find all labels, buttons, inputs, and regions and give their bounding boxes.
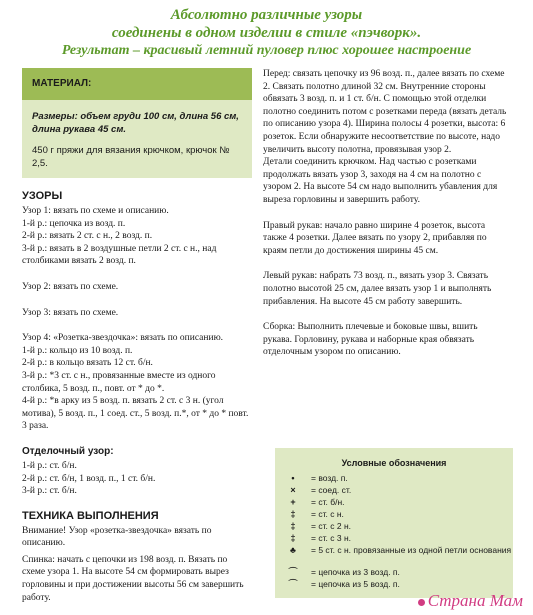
right-column: [263, 68, 508, 359]
right-sleeve-instructions: Правый рукав: начало равно ширине 4 розеток, высота также 4 розетки. Далее вязать по узору 2, прибавляя по краям петли до достижения ширины 45 см.: [263, 220, 487, 256]
front-instructions: Перед: связать цепочку из 96 возд. п., далее вязать по схеме 2. Связать полотно длиной 32 см. Внутренние стороны обвязать 3 возд. п. и 1 ст. б/н. С помощью этой отделки полотно соединить потом с розетками переда (вязать деталь по описанию узора 4). Ширина полосы 4 розетки, высота: 6 розеток. Если обнаружите несоответствие по высоте, надо увеличить высоту полотна, провязывая узор 2.: [263, 69, 507, 155]
pattern-4: Узор 4: «Розетка-звездочка»: вязать по описанию.: [22, 333, 224, 344]
chain-arc-3-icon: ⌒: [288, 567, 298, 577]
symbol-legend: [275, 448, 513, 598]
finishing-row-1: 1-й р.: ст. б/н.: [22, 460, 77, 471]
finishing-row-2: 2-й р.: ст. б/н, 1 возд. п., 1 ст. б/н.: [22, 473, 156, 484]
header-line-3: Результат – красивый летний пуловер плюс хорошее настроение: [61, 43, 472, 58]
pattern-1-row-2: 2-й р.: вязать 2 ст. с н., 2 возд. п.: [22, 231, 153, 242]
left-sleeve-instructions: Левый рукав: набрать 73 возд. п., вязать узор 3. Связать полотно высотой 25 см, далее вязать узор 1 и выполнять прибавления. На высоте 45 см работу завершить.: [263, 271, 492, 307]
legend-item: ⌒ = цепочка из 5 возд. п.: [275, 578, 513, 590]
pattern-4-row-1: 1-й р.: кольцо из 10 возд. п.: [22, 345, 133, 356]
legend-item: ‡ = ст. с 2 н.: [275, 520, 513, 532]
slip-stitch-icon: ×: [290, 485, 296, 495]
material-yarn: 450 г пряжи для вязания крючком, крючок № 2,5.: [32, 145, 230, 169]
chain-arc-5-icon: ⌒: [288, 579, 298, 589]
details-instructions: Детали соединить крючком. Над частью с розетками продолжать вязать узор 3, заходя на 4 см на полотно с узором 2. На высоте 54 см надо выполнить убавления для выреза горловины и завершить работу.: [263, 157, 498, 205]
finishing-title: Отделочный узор:: [22, 445, 114, 457]
pattern-1-row-3: 3-й р.: вязать в 2 воздушные петли 2 ст. с н., над столбиками вязать 2 возд. п.: [22, 243, 217, 267]
assembly-instructions: Сборка: Выполнить плечевые и боковые швы, вшить рукава. Горловину, рукава и наборные края обвязать отделочным узором по описанию.: [263, 322, 478, 358]
header-line-1: Абсолютно различные узоры: [170, 7, 363, 23]
legend-item: ⌒ = цепочка из 3 возд. п.: [275, 566, 513, 578]
pattern-4-row-4: 4-й р.: *в арку из 5 возд. п. вязать 2 ст. с 3 н. (угол мотива), 5 возд. п., 1 соед. ст., 5 возд. п.*, от * до * повт. 3 раза.: [22, 396, 249, 432]
pattern-4-row-3: 3-й р.: *3 ст. с н., провязанные вместе из одного столбика, 5 возд. п., повт. от * до *.: [22, 370, 216, 394]
site-watermark: Страна Мам: [418, 591, 523, 611]
watermark-dot-icon: [418, 599, 425, 606]
legend-item: × = соед. ст.: [275, 484, 513, 496]
material-box: [22, 68, 252, 178]
double-treble-icon: ‡: [290, 533, 296, 543]
pattern-4-row-2: 2-й р.: в кольцо вязать 12 ст. б/н.: [22, 358, 153, 369]
legend-item: • = возд. п.: [275, 472, 513, 484]
material-title: МАТЕРИАЛ:: [22, 68, 252, 100]
technique-back: Спинка: начать с цепочки из 198 возд. п. Вязать по схеме узора 1. На высоте 54 см формировать вырез горловины и при достижении высоты 56 см завершить работу.: [22, 554, 244, 603]
legend-item: ‡ = ст. с н.: [275, 508, 513, 520]
technique-title: ТЕХНИКА ВЫПОЛНЕНИЯ: [22, 509, 159, 522]
pattern-3: Узор 3: вязать по схеме.: [22, 307, 119, 318]
double-crochet-icon: ‡: [290, 509, 296, 519]
treble-crochet-icon: ‡: [290, 521, 296, 531]
pattern-2: Узор 2: вязать по схеме.: [22, 281, 119, 292]
chain-stitch-icon: •: [291, 473, 295, 483]
patterns-title: УЗОРЫ: [22, 190, 63, 202]
pattern-1: Узор 1: вязать по схеме и описанию.: [22, 206, 169, 216]
legend-item: + = ст. б/н.: [275, 496, 513, 508]
technique-attention: Внимание! Узор «розетка-звездочка» вязать по описанию.: [22, 525, 212, 549]
pattern-1-row-1: 1-й р.: цепочка из возд. п.: [22, 218, 126, 229]
finishing-row-3: 3-й р.: ст. б/н.: [22, 486, 77, 497]
shell-stitch-icon: ♣: [290, 545, 296, 555]
legend-title: Условные обозначения: [341, 458, 447, 468]
legend-item: ♣ = 5 ст. с н. провязанные из одной петли основания: [275, 544, 513, 566]
left-column: [22, 68, 252, 604]
single-crochet-icon: +: [290, 497, 296, 507]
legend-item: ‡ = ст. с 3 н.: [275, 532, 513, 544]
article-header: [0, 6, 533, 60]
material-sizes: Размеры: объем груди 100 см, длина 56 см, длина рукава 45 см.: [32, 111, 239, 135]
header-line-2: соединены в одном изделии в стиле «пэчворк».: [111, 25, 422, 41]
